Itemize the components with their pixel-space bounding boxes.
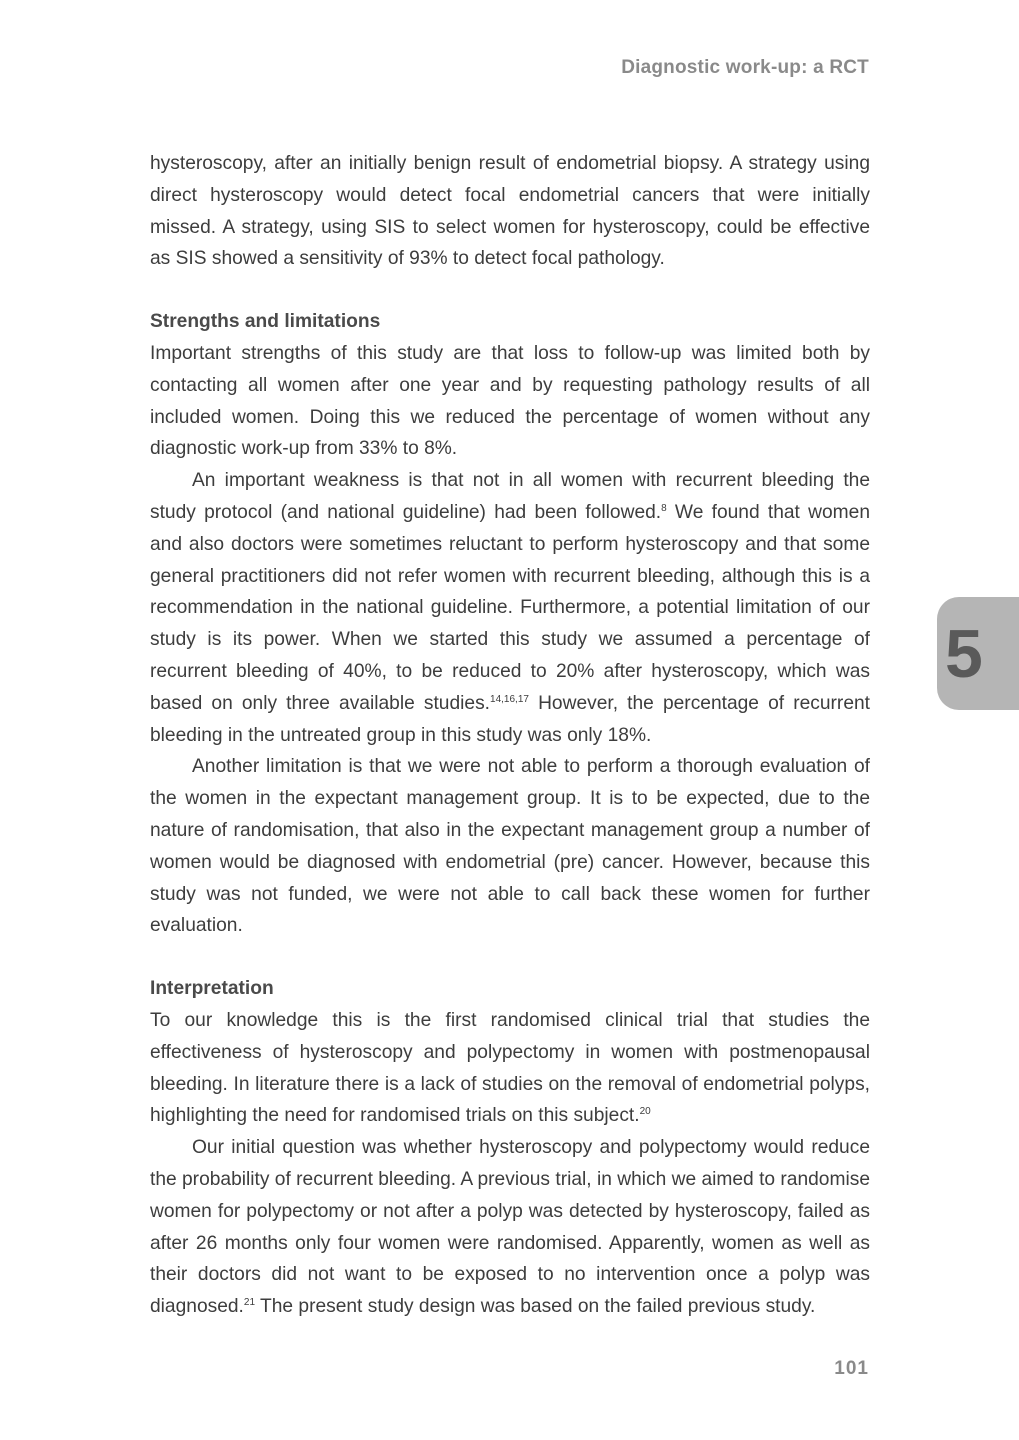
interpretation-paragraph-2: [150, 1132, 870, 1323]
article-body: [150, 148, 870, 1323]
text-run: We found that women and also doctors were sometimes reluctant to perform hysteroscopy and that some general practitioners did not refer women with recurrent bleeding, although this is a recommendation in the national guideline. Furthermore, a potential limitation of our study is its power. When we started this study we assumed a percentage of recurrent bleeding of 40%, to be reduced to 20% after hysteroscopy, which was based on only three available studies.: [150, 501, 870, 714]
text-run: An important weakness is that not in all women with recurrent bleeding the study protocol (and national guideline) had been followed.: [150, 470, 870, 523]
chapter-tab: [937, 597, 1019, 710]
running-header: Diagnostic work-up: a RCT: [621, 57, 869, 78]
strengths-paragraph-3: Another limitation is that we were not able to perform a thorough evaluation of the women in the expectant management group. It is to be expected, due to the nature of randomisation, that also in the expectant management group a number of women would be diagnosed with endometrial (pre) cancer. However, because this study was not funded, we were not able to call back these women for further evaluation.: [150, 756, 870, 937]
section-heading-strengths: Strengths and limitations: [150, 311, 381, 333]
text-run: To our knowledge this is the first randomised clinical trial that studies the effectiveness of hysteroscopy and polypectomy in women with postmenopausal bleeding. In literature there is a lack of studies on the removal of endometrial polyps, highlighting the need for randomised trials on this subject.: [150, 1009, 870, 1127]
text-run: However, the percentage of recurrent bleeding in the untreated group in this study was only 18%.: [150, 692, 870, 746]
citation-ref: 20: [639, 1106, 651, 1118]
strengths-paragraph-2: [150, 465, 870, 751]
page-number: 101: [834, 1358, 869, 1379]
citation-ref: 8: [661, 502, 667, 514]
citation-ref: 21: [243, 1297, 256, 1309]
intro-paragraph: hysteroscopy, after an initially benign result of endometrial biopsy. A strategy using direct hysteroscopy would detect focal endometrial cancers that were initially missed. A strategy, using SIS to select women for hysteroscopy, could be effective as SIS showed a sensitivity of 93% to detect focal pathology.: [150, 153, 870, 270]
section-heading-interpretation: Interpretation: [150, 978, 274, 1000]
citation-ref: 14,16,17: [490, 693, 529, 705]
text-run: Our initial question was whether hysteroscopy and polypectomy would reduce the probability of recurrent bleeding. A previous trial, in which we aimed to randomise women for polypectomy or not after a polyp was detected by hysteroscopy, failed as after 26 months only four women were randomised. Apparently, women as well as their doctors did not want to be exposed to no intervention once a polyp was diagnosed.: [150, 1137, 870, 1318]
interpretation-paragraph-1: [150, 1005, 870, 1132]
strengths-paragraph-1: Important strengths of this study are that loss to follow-up was limited both by contacting all women after one year and by requesting pathology results of all included women. Doing this we reduced the percentage of women without any diagnostic work-up from 33% to 8%.: [150, 342, 870, 460]
chapter-number: 5: [945, 616, 983, 692]
text-run: The present study design was based on the failed previous study.: [255, 1296, 816, 1318]
